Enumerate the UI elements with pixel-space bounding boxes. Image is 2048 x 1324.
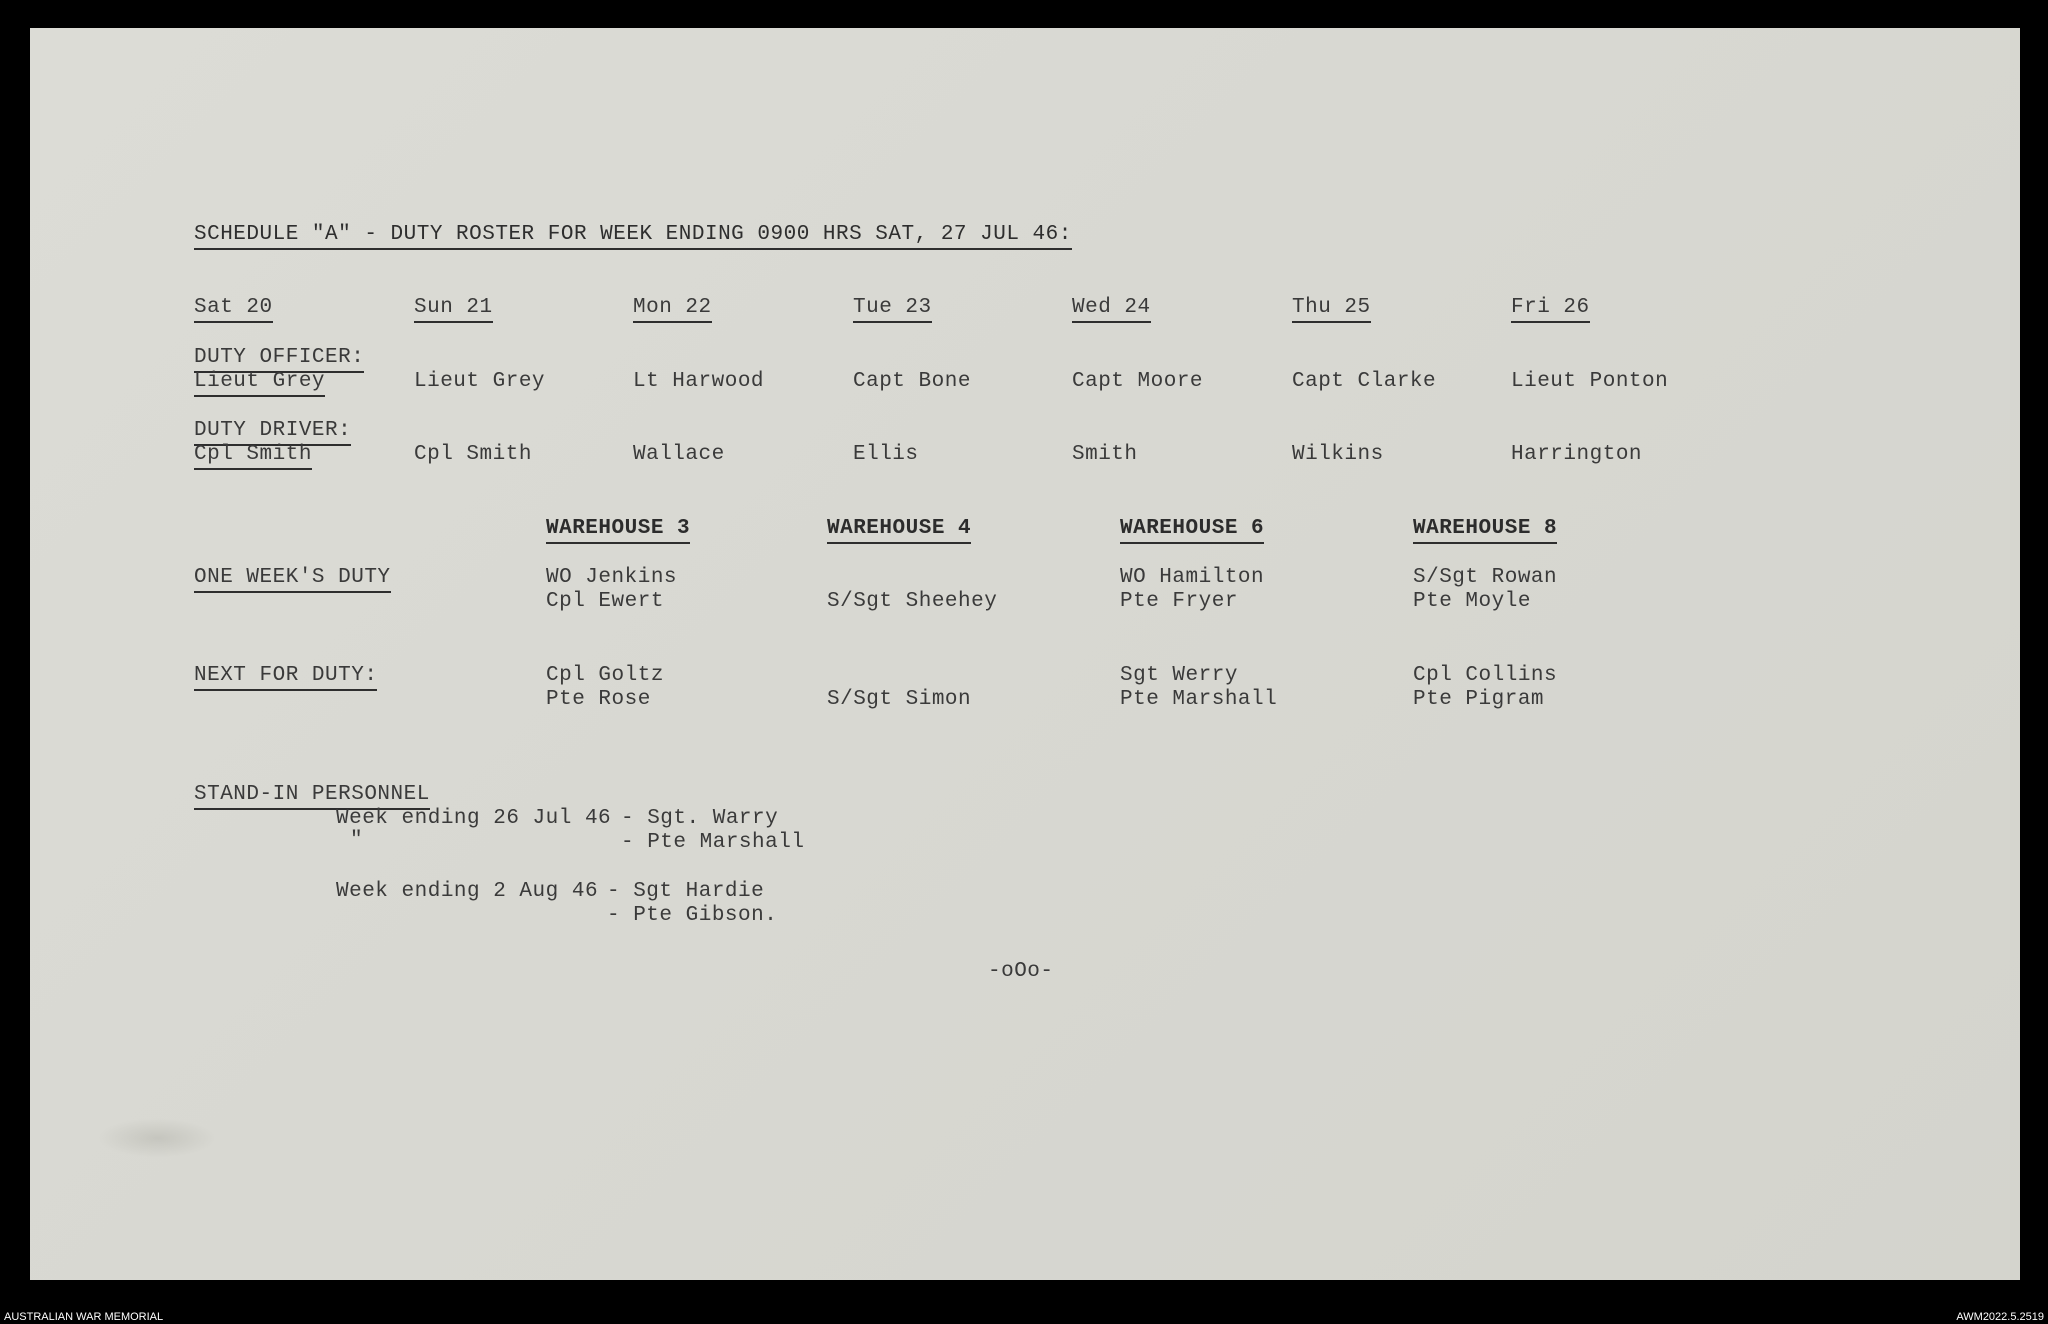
- paper-smudge: [98, 1118, 218, 1158]
- duty-person: Pte Marshall: [1120, 688, 1278, 711]
- warehouse-header: WAREHOUSE 8: [1413, 517, 1557, 544]
- end-mark: -oOo-: [988, 960, 1054, 983]
- duty-person: Cpl Collins: [1413, 664, 1558, 687]
- duty-person: Cpl Ewert: [546, 590, 664, 613]
- duty-officer-name: Lieut Grey: [414, 370, 546, 393]
- duty-driver-name: Wallace: [633, 443, 725, 466]
- duty-person: S/Sgt Rowan: [1413, 566, 1558, 589]
- day-header: Fri 26: [1511, 296, 1590, 323]
- duty-officer-name: Capt Bone: [853, 370, 971, 393]
- warehouse-header: WAREHOUSE 3: [546, 517, 690, 544]
- day-header: Mon 22: [633, 296, 712, 323]
- stand-in-label: STAND-IN PERSONNEL: [194, 783, 430, 810]
- duty-person: Pte Rose: [546, 688, 651, 711]
- day-header: Wed 24: [1072, 296, 1151, 323]
- footer-accession-number: AWM2022.5.2519: [1956, 1311, 2044, 1323]
- duty-driver-name: Wilkins: [1292, 443, 1384, 466]
- stand-in-person: - Sgt Hardie: [607, 880, 765, 903]
- duty-person: WO Jenkins: [546, 566, 678, 589]
- duty-person: Pte Moyle: [1413, 590, 1531, 613]
- duty-driver-name: Smith: [1072, 443, 1138, 466]
- duty-driver-name: Ellis: [853, 443, 919, 466]
- one-weeks-duty-label: ONE WEEK'S DUTY: [194, 566, 391, 593]
- duty-driver-name: Cpl Smith: [414, 443, 532, 466]
- duty-person: WO Hamilton: [1120, 566, 1265, 589]
- warehouse-header: WAREHOUSE 6: [1120, 517, 1264, 544]
- document-page: [30, 28, 2020, 1280]
- duty-driver-label: DUTY DRIVER:: [194, 419, 351, 446]
- stand-in-week: Week ending 2 Aug 46: [336, 880, 599, 903]
- duty-person: Pte Pigram: [1413, 688, 1545, 711]
- duty-officer-name: Lt Harwood: [633, 370, 765, 393]
- stand-in-person: - Sgt. Warry: [621, 807, 779, 830]
- duty-person: Cpl Goltz: [546, 664, 664, 687]
- duty-officer-name: Capt Clarke: [1292, 370, 1437, 393]
- duty-person: S/Sgt Sheehey: [827, 590, 998, 613]
- duty-person: Pte Fryer: [1120, 590, 1238, 613]
- duty-officer-name: Lieut Ponton: [1511, 370, 1669, 393]
- page-title: SCHEDULE "A" - DUTY ROSTER FOR WEEK ENDING 0900 HRS SAT, 27 JUL 46:: [194, 223, 1072, 250]
- stand-in-week: Week ending 26 Jul 46: [336, 807, 612, 830]
- stand-in-person: - Pte Marshall: [621, 831, 805, 854]
- duty-driver-name: Harrington: [1511, 443, 1643, 466]
- warehouse-header: WAREHOUSE 4: [827, 517, 971, 544]
- next-for-duty-label: NEXT FOR DUTY:: [194, 664, 377, 691]
- duty-officer-name: Lieut Grey: [194, 370, 325, 397]
- duty-driver-name: Cpl Smith: [194, 443, 312, 470]
- duty-person: S/Sgt Simon: [827, 688, 972, 711]
- footer-source: AUSTRALIAN WAR MEMORIAL: [4, 1311, 164, 1323]
- stand-in-person: - Pte Gibson.: [607, 904, 778, 927]
- duty-officer-name: Capt Moore: [1072, 370, 1204, 393]
- day-header: Tue 23: [853, 296, 932, 323]
- duty-person: Sgt Werry: [1120, 664, 1238, 687]
- ditto-mark: ": [350, 829, 364, 852]
- day-header: Thu 25: [1292, 296, 1371, 323]
- duty-officer-label: DUTY OFFICER:: [194, 346, 364, 373]
- day-header: Sun 21: [414, 296, 493, 323]
- day-header: Sat 20: [194, 296, 273, 323]
